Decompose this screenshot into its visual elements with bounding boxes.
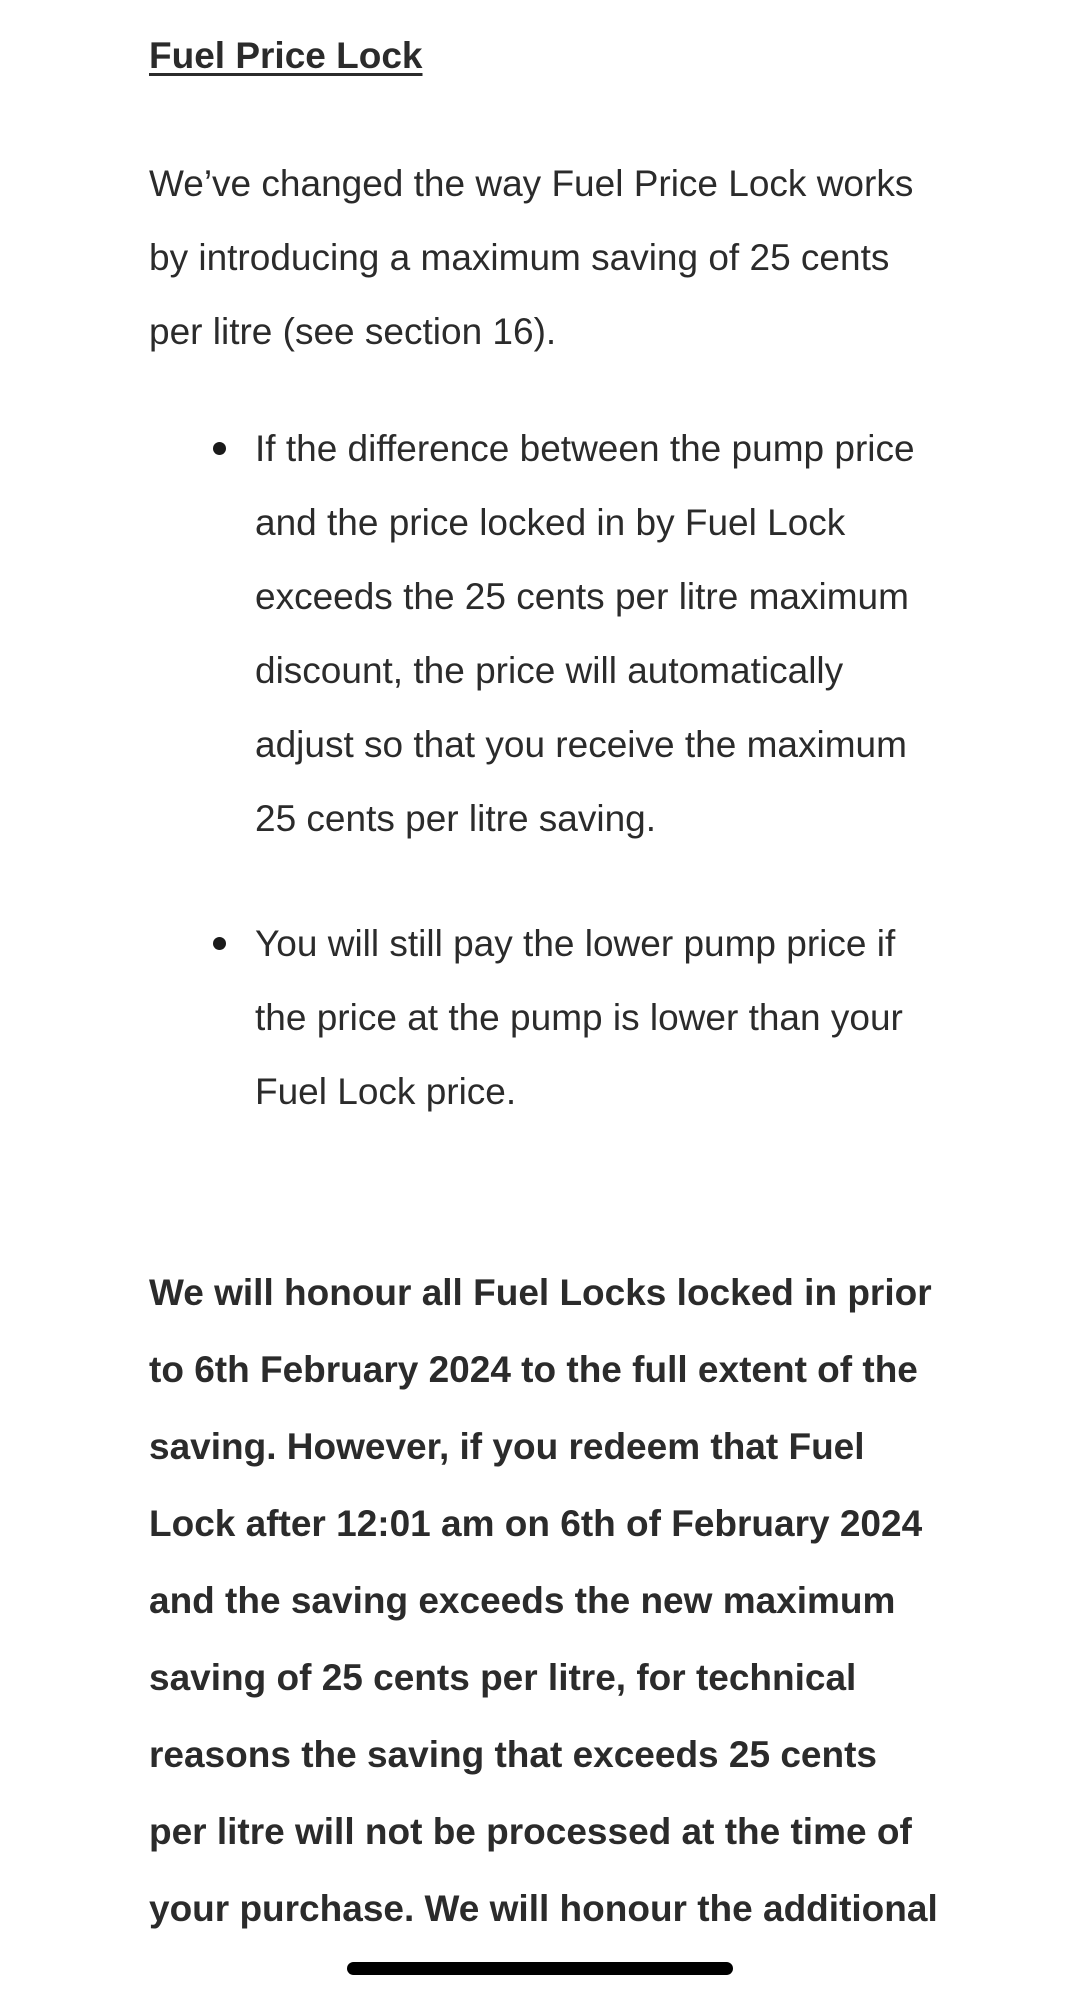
section-heading: Fuel Price Lock: [149, 35, 423, 76]
list-item: [149, 907, 945, 1129]
bullet-icon: [213, 937, 226, 950]
list-item-text: If the difference between the pump price and the price locked in by Fuel Lock exceeds the 25 cents per litre maximum discount, the price will automatically adjust so that you receive the maximum 25 cents per litre saving.: [255, 428, 915, 839]
list-item-text: You will still pay the lower pump price if the price at the pump is lower than your Fuel Lock price.: [255, 923, 903, 1112]
bullet-icon: [213, 442, 226, 455]
home-indicator[interactable]: [347, 1962, 733, 1975]
notice-paragraph: We will honour all Fuel Locks locked in prior to 6th February 2024 to the full extent of the saving. However, if you redeem that Fuel Lock after 12:01 am on 6th of February 2024 and the saving exceeds the new maximum saving of 25 cents per litre, for technical reasons the saving that exceeds 25 cents per litre will not be processed at the time of your purchase. We will honour the additional: [149, 1272, 938, 1929]
bullet-list: [149, 412, 949, 1180]
intro-paragraph: We’ve changed the way Fuel Price Lock works by introducing a maximum saving of 25 cents per litre (see section 16).: [149, 163, 914, 352]
list-item: [149, 412, 945, 856]
